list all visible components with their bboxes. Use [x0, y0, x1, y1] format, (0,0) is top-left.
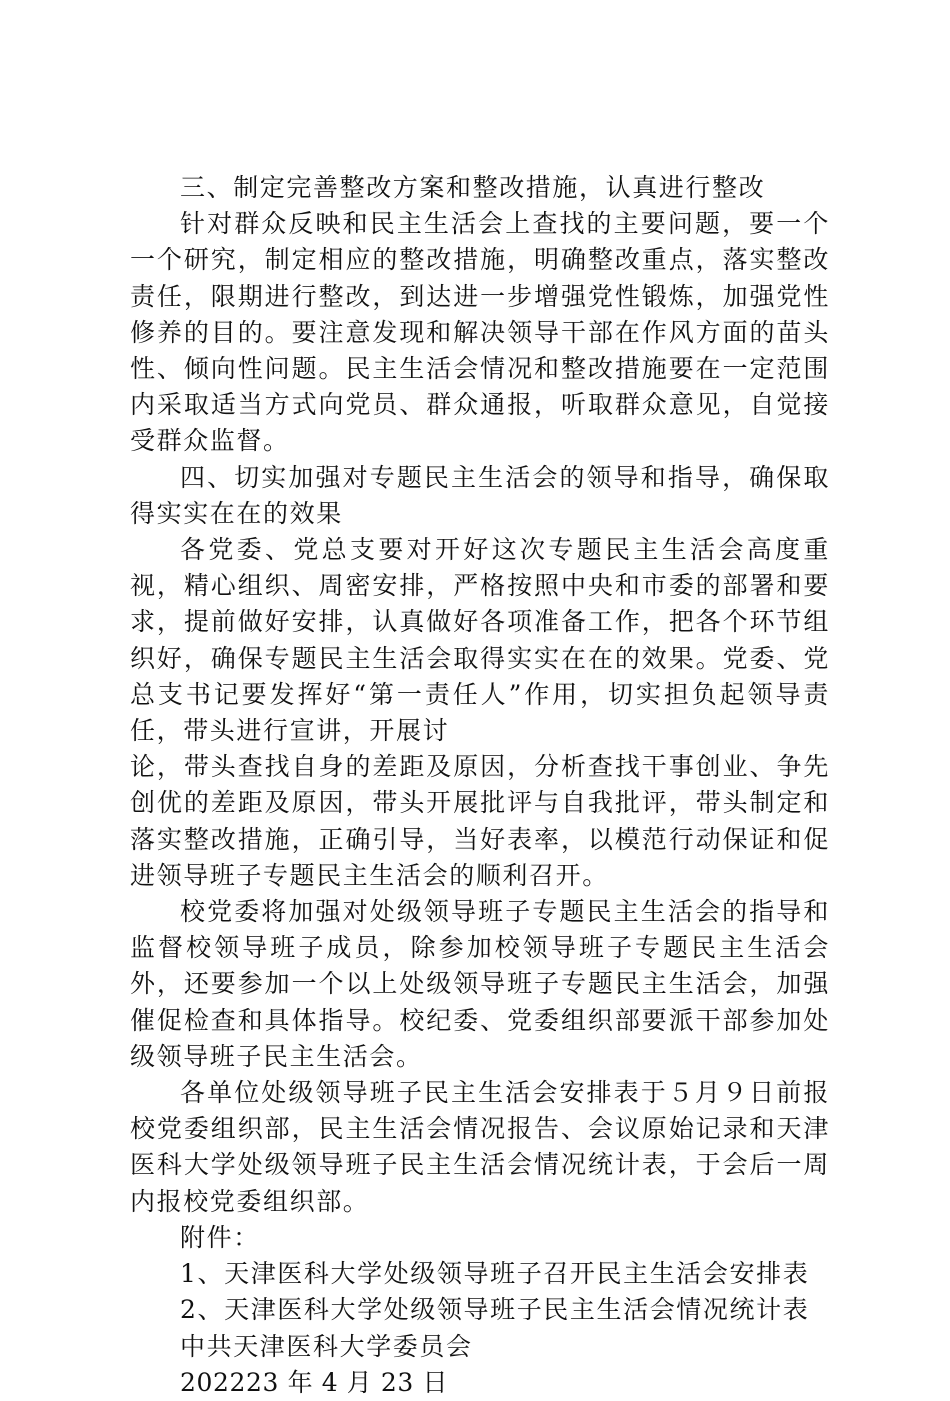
paragraph-party-committees: 各党委、党总支要对开好这次专题民主生活会高度重视，精心组织、周密安排，严格按照中央和市委的部署和要求，提前做好安排，认真做好各项准备工作，把各个环节组织好，确保专题民主生活会取得实实在在的效果。党委、党总支书记要发挥好“第一责任人”作用，切实担负起领导责任，带头进行宣讲，开展讨	[130, 535, 830, 746]
attachment-item-1: 1、天津医科大学处级领导班子召开民主生活会安排表	[180, 1259, 810, 1289]
paragraph-school-committee: 校党委将加强对处级领导班子专题民主生活会的指导和监督校领导班子成员，除参加校领导班子专题民主生活会外，还要参加一个以上处级领导班子专题民主生活会，加强催促检查和具体指导。校纪委、党委组织部要派干部参加处级领导班子民主生活会。	[130, 897, 830, 1071]
attachment-item-2: 2、天津医科大学处级领导班子民主生活会情况统计表	[180, 1295, 810, 1325]
paragraph-continuation: 论，带头查找自身的差距及原因，分析查找干事创业、争先创优的差距及原因，带头开展批评与自我批评，带头制定和落实整改措施，正确引导，当好表率，以模范行动保证和促进领导班子专题民主生活会的顺利召开。	[130, 752, 830, 890]
paragraph-submission: 各单位处级领导班子民主生活会安排表于５月９日前报校党委组织部，民主生活会情况报告、会议原始记录和天津医科大学处级领导班子民主生活会情况统计表，于会后一周内报校党委组织部。	[130, 1078, 830, 1216]
section-heading-4: 四、切实加强对专题民主生活会的领导和指导，确保取得实实在在的效果	[130, 462, 830, 528]
paragraph-rectification: 针对群众反映和民主生活会上查找的主要问题，要一个一个研究，制定相应的整改措施，明确整改重点，落实整改责任，限期进行整改，到达进一步增强党性锻炼，加强党性修养的目的。要注意发现和解决领导干部在作风方面的苗头性、倾向性问题。民主生活会情况和整改措施要在一定范围内采取适当方式向党员、群众通报，听取群众意见，自觉接受群众监督。	[130, 209, 830, 456]
issuer-name: 中共天津医科大学委员会	[180, 1331, 473, 1361]
section-heading-3: 三、制定完善整改方案和整改措施，认真进行整改	[180, 173, 766, 202]
attachments-label: 附件：	[180, 1222, 260, 1252]
issue-date: 202223 年 4 月 23 日	[180, 1367, 449, 1397]
document-body	[130, 170, 830, 1401]
